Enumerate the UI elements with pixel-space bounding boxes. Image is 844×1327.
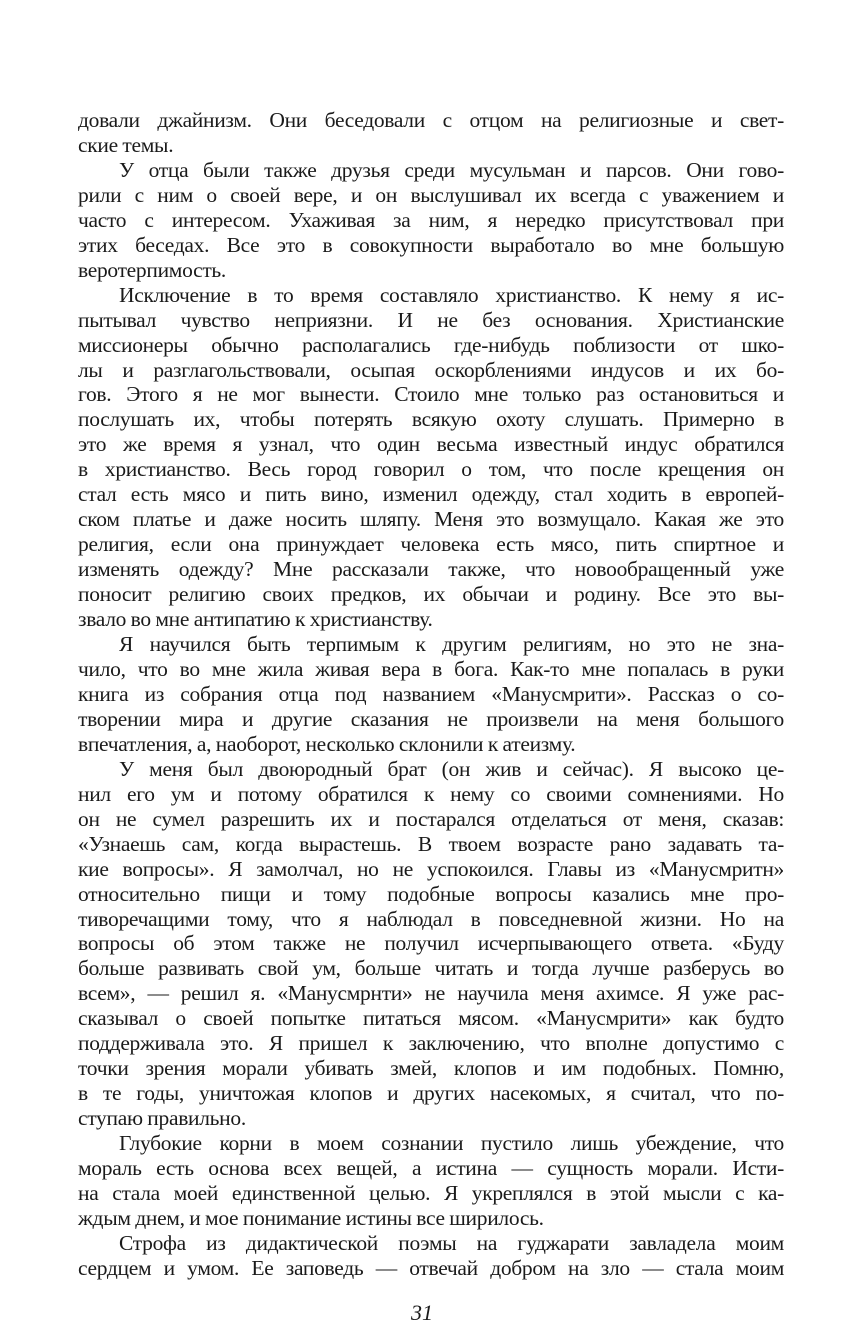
text-line: У меня был двоюродный брат (он жив и сейчас). Я высоко це- <box>119 756 784 781</box>
paragraph <box>78 283 784 632</box>
text-line: ждым днем, и мое понимание истины все ширилось. <box>78 1205 544 1230</box>
text-line: изменять одежду? Мне рассказали также, что новообращенный уже <box>78 557 784 582</box>
text-line: ступаю правильно. <box>78 1106 246 1131</box>
text-line: довали джайнизм. Они беседовали с отцом на религиозные и свет- <box>78 108 784 132</box>
text-line: книга из собрания отца под названием «Манусмрити». Рассказ о со- <box>78 681 784 706</box>
paragraph <box>78 1231 784 1281</box>
paragraph <box>78 1131 784 1231</box>
text-line: нил его ум и потому обратился к нему со своими сомнениями. Но <box>78 781 784 806</box>
text-line: больше развивать свой ум, больше читать и тогда лучше разберусь во <box>78 956 784 981</box>
text-line: часто с интересом. Ухаживая за ним, я нередко присутствовал при <box>78 207 784 232</box>
text-line: всем», — решил я. «Манусмрнти» не научила меня ахимсе. Я уже рас- <box>78 981 784 1006</box>
text-line: чило, что во мне жила живая вера в бога. Как-то мне попалась в руки <box>78 656 784 681</box>
text-line: звало во мне антипатию к христианству. <box>78 607 433 632</box>
text-line: вопросы об этом также не получил исчерпывающего ответа. «Буду <box>78 931 784 956</box>
text-line: веротерпимость. <box>78 257 226 282</box>
text-line: Глубокие корни в моем сознании пустило лишь убеждение, что <box>119 1131 784 1156</box>
text-line: У отца были также друзья среди мусульман и парсов. Они гово- <box>119 157 784 182</box>
text-line: точки зрения морали убивать змей, клопов и им подобных. Помню, <box>78 1056 784 1081</box>
text-line: Исключение в то время составляло христианство. К нему я ис- <box>119 282 784 307</box>
text-line: в те годы, уничтожая клопов и других насекомых, я считал, что по- <box>78 1081 784 1106</box>
paragraph <box>78 632 784 757</box>
text-line: впечатления, а, наоборот, несколько склонили к атеизму. <box>78 731 576 756</box>
text-line: стал есть мясо и пить вино, изменил одежду, стал ходить в европей- <box>78 482 784 507</box>
text-line: кие вопросы». Я замолчал, но не успокоился. Главы из «Манусмритн» <box>78 856 784 881</box>
text-line: ском платье и даже носить шляпу. Меня это возмущало. Какая же это <box>78 507 784 532</box>
text-line: «Узнаешь сам, когда вырастешь. В твоем возрасте рано задавать та- <box>78 831 784 856</box>
text-line: Строфа из дидактической поэмы на гуджарати завладела моим <box>119 1230 784 1255</box>
text-line: гов. Этого я не мог вынести. Стоило мне только раз остановиться и <box>78 382 784 407</box>
text-line: это же время я узнал, что один весьма известный индус обратился <box>78 432 784 457</box>
text-line: рили с ним о своей вере, и он выслушивал их всегда с уважением и <box>78 182 784 207</box>
text-line: поносит религию своих предков, их обычаи и родину. Все это вы- <box>78 582 784 607</box>
text-line: мораль есть основа всех вещей, а истина — сущность морали. Исти- <box>78 1156 784 1181</box>
text-line: в христианство. Весь город говорил о том, что после крещения он <box>78 457 784 482</box>
text-line: творении мира и другие сказания не произвели на меня большого <box>78 706 784 731</box>
text-line: Я научился быть терпимым к другим религиям, но это не зна- <box>119 632 784 657</box>
text-line: сердцем и умом. Ее заповедь — отвечай добром на зло — стала моим <box>78 1255 784 1280</box>
page-number: 31 <box>411 1299 433 1325</box>
text-line: лы и разглагольствовали, осыпая оскорблениями индусов и их бо- <box>78 357 784 382</box>
text-line: пытывал чувство неприязни. И не без основания. Христианские <box>78 307 784 332</box>
text-line: относительно пищи и тому подобные вопросы казались мне про- <box>78 881 784 906</box>
page-wrapper <box>0 108 844 1327</box>
text-line: на стала моей единственной целью. Я укреплялся в этой мысли с ка- <box>78 1180 784 1205</box>
text-line: религия, если она принуждает человека есть мясо, пить спиртное и <box>78 532 784 557</box>
text-line: этих беседах. Все это в совокупности выработало во мне большую <box>78 232 784 257</box>
paragraph <box>78 757 784 1131</box>
paragraph <box>78 108 784 158</box>
text-line: миссионеры обычно располагались где-нибудь поблизости от шко- <box>78 332 784 357</box>
page-body <box>78 108 784 1281</box>
paragraph <box>78 158 784 283</box>
text-line: ские темы. <box>78 132 174 157</box>
text-line: сказывал о своей попытке питаться мясом. «Манусмрити» как будто <box>78 1006 784 1031</box>
text-line: он не сумел разрешить их и постарался отделаться от меня, сказав: <box>78 806 784 831</box>
text-line: тиворечащими тому, что я наблюдал в повседневной жизни. Но на <box>78 906 784 931</box>
text-line: поддерживала это. Я пришел к заключению, что вполне допустимо с <box>78 1031 784 1056</box>
text-line: послушать их, чтобы потерять всякую охоту слушать. Примерно в <box>78 407 784 432</box>
